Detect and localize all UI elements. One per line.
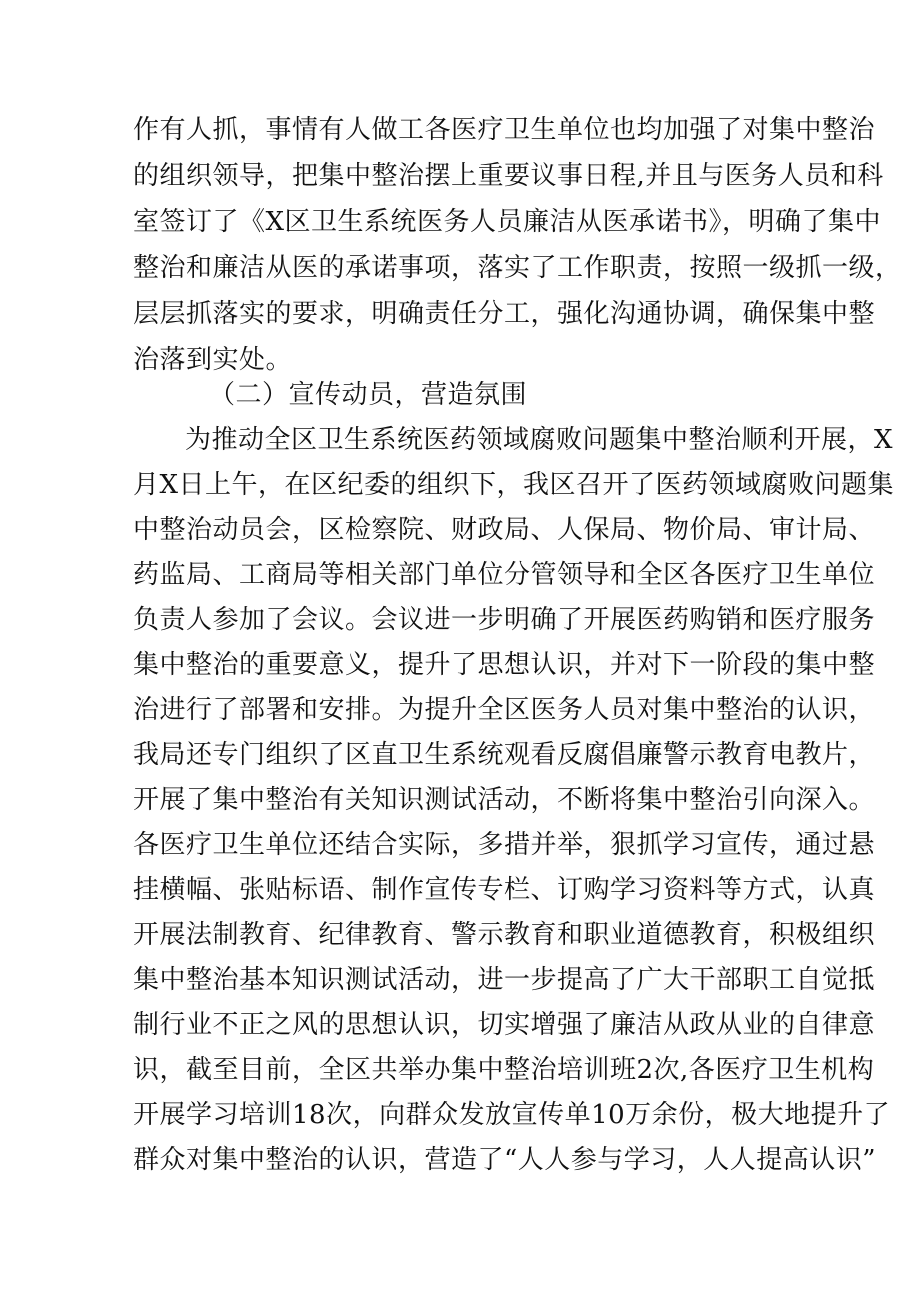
text-line: 的组织领导，把集中整治摆上重要议事日程,并且与医务人员和科	[133, 161, 884, 191]
text-line: 制行业不正之风的思想认识，切实增强了廉洁从政从业的自律意	[133, 1010, 876, 1040]
text-line: 各医疗卫生单位还结合实际，多措并举，狠抓学习宣传，通过悬	[133, 830, 876, 860]
text-line: 治落到实处。	[133, 345, 293, 375]
text-line: 负责人参加了会议。会议进一步明确了开展医药购销和医疗服务	[133, 605, 876, 635]
text-line: 整治和廉洁从医的承诺事项，落实了工作职责，按照一级抓一级，	[133, 253, 902, 283]
text-line: 治进行了部署和安排。为提升全区医务人员对集中整治的认识，	[133, 695, 876, 725]
text-line: 群众对集中整治的认识，营造了“人人参与学习，人人提高认识”	[133, 1145, 877, 1175]
text-line: 层层抓落实的要求，明确责任分工，强化沟通协调，确保集中整	[133, 299, 876, 329]
text-line: 室签订了《X区卫生系统医务人员廉洁从医承诺书》，明确了集中	[133, 207, 882, 237]
text-line: 为推动全区卫生系统医药领域腐败问题集中整治顺利开展，X	[185, 425, 894, 455]
section-heading: （二）宣传动员，营造氛围	[209, 380, 528, 410]
text-line: 开展学习培训18次，向群众发放宣传单10万余份，极大地提升了	[133, 1100, 891, 1130]
text-line: 中整治动员会，区检察院、财政局、人保局、物价局、审计局、	[133, 515, 876, 545]
text-line: 药监局、工商局等相关部门单位分管领导和全区各医疗卫生单位	[133, 560, 876, 590]
text-line: 集中整治基本知识测试活动，进一步提高了广大干部职工自觉抵	[133, 965, 876, 995]
text-line: 集中整治的重要意义，提升了思想认识，并对下一阶段的集中整	[133, 650, 876, 680]
text-line: 月X日上午，在区纪委的组织下，我区召开了医药领域腐败问题集	[133, 470, 895, 500]
text-line: 开展法制教育、纪律教育、警示教育和职业道德教育，积极组织	[133, 920, 876, 950]
text-line: 识，截至目前，全区共举办集中整治培训班2次,各医疗卫生机构	[133, 1055, 875, 1085]
text-line: 我局还专门组织了区直卫生系统观看反腐倡廉警示教育电教片，	[133, 740, 876, 770]
text-line: 开展了集中整治有关知识测试活动，不断将集中整治引向深入。	[133, 785, 876, 815]
text-line: 挂横幅、张贴标语、制作宣传专栏、订购学习资料等方式，认真	[133, 875, 876, 905]
text-line: 作有人抓，事情有人做工各医疗卫生单位也均加强了对集中整治	[133, 115, 876, 145]
